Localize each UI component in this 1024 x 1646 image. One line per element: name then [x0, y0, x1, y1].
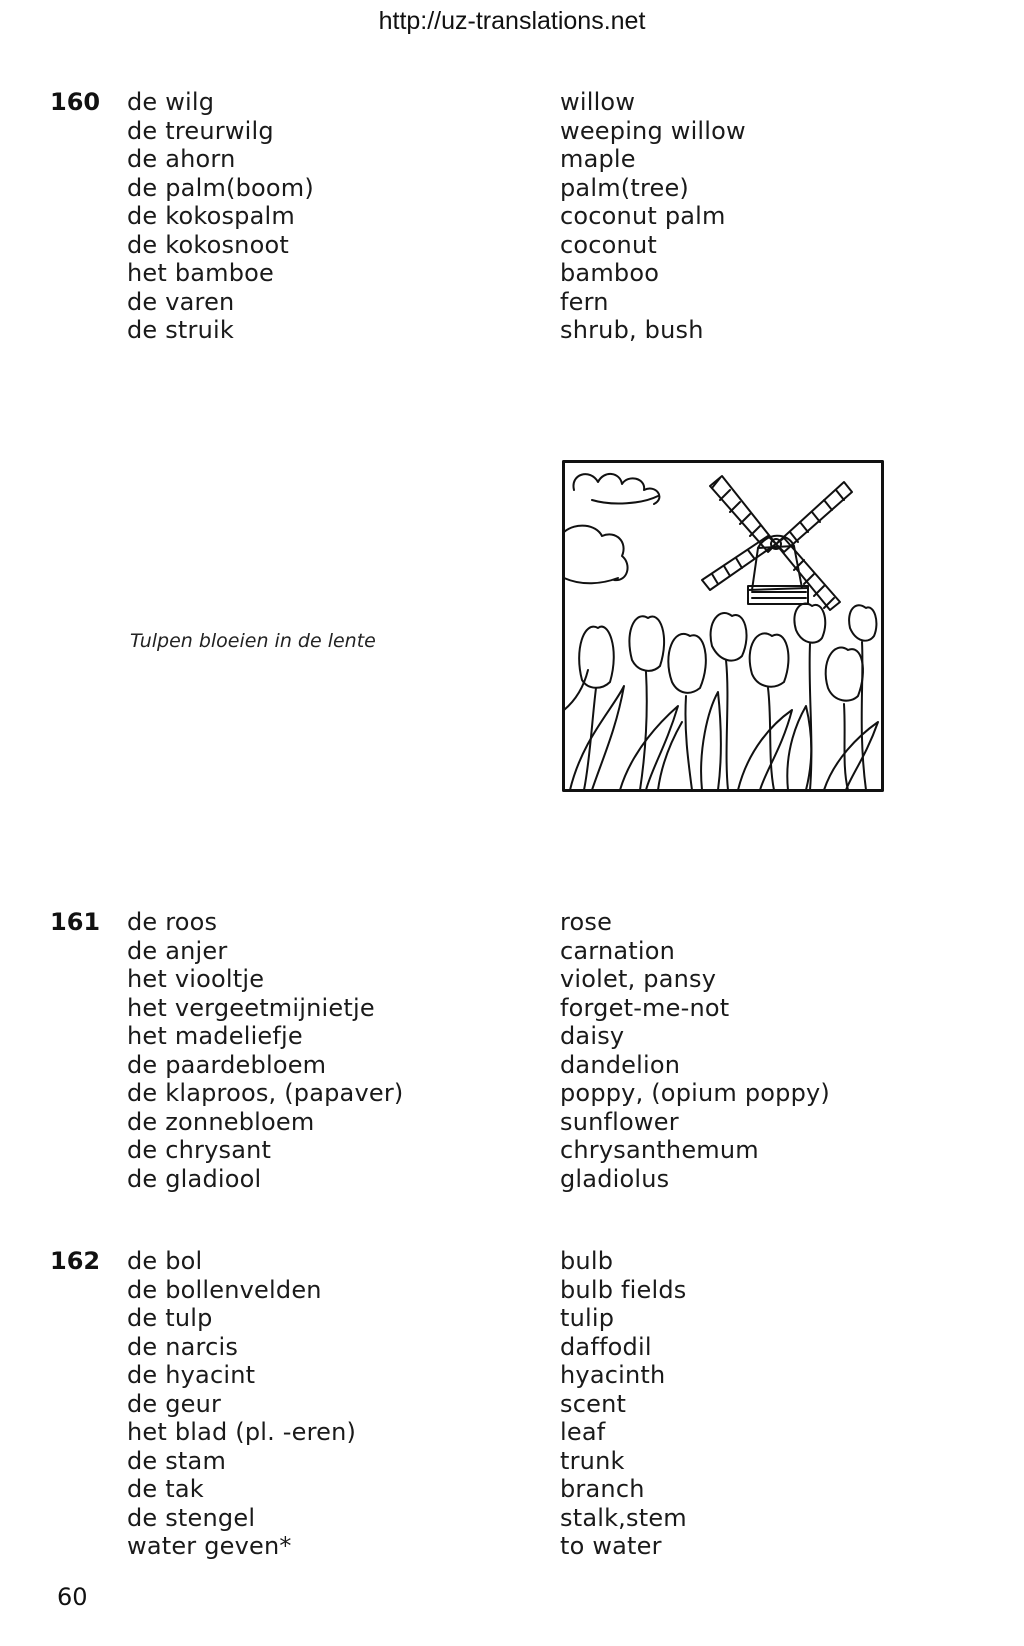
dutch-term: de gladiool	[127, 1164, 262, 1193]
dutch-term: de struik	[127, 316, 234, 344]
dutch-term: de narcis	[127, 1332, 239, 1361]
english-term: rose	[560, 908, 613, 936]
dutch-term: de bollenvelden	[127, 1275, 322, 1304]
english-term: willow	[560, 88, 636, 116]
dutch-term: de anjer	[127, 936, 228, 965]
dutch-term: het bamboe	[127, 259, 275, 287]
dutch-column	[127, 1247, 356, 1561]
dutch-term: het madeliefje	[127, 1022, 303, 1050]
dutch-term: het blad (pl. -eren)	[127, 1418, 357, 1446]
english-term: stalk,stem	[560, 1503, 687, 1532]
english-term: bulb fields	[560, 1275, 687, 1304]
dutch-term: de palm(boom)	[127, 173, 314, 202]
english-term: dandelion	[560, 1050, 681, 1079]
dutch-term: de hyacint	[127, 1361, 256, 1389]
english-term: trunk	[560, 1446, 625, 1475]
english-term: tulip	[560, 1304, 615, 1332]
dutch-column	[127, 88, 314, 345]
english-term: palm(tree)	[560, 173, 689, 202]
english-term: daisy	[560, 1022, 625, 1050]
english-term: poppy, (opium poppy)	[560, 1079, 830, 1107]
dutch-column	[127, 908, 403, 1193]
dutch-term: de tulp	[127, 1304, 213, 1332]
english-term: fern	[560, 287, 609, 316]
section-number: 162	[50, 1247, 101, 1275]
section-number: 160	[50, 88, 101, 116]
english-term: shrub, bush	[560, 316, 704, 344]
dutch-term: de wilg	[127, 88, 215, 116]
dutch-term: de klaproos, (papaver)	[127, 1079, 404, 1107]
page-number: 60	[57, 1583, 88, 1611]
dutch-term: de bol	[127, 1247, 203, 1275]
dutch-term: de kokosnoot	[127, 230, 289, 259]
english-term: scent	[560, 1389, 627, 1418]
source-url: http://uz-translations.net	[378, 7, 646, 35]
dutch-term: de stengel	[127, 1503, 256, 1532]
english-term: coconut palm	[560, 202, 726, 230]
english-term: coconut	[560, 230, 657, 259]
dutch-term: de roos	[127, 908, 218, 936]
english-term: forget-me-not	[560, 993, 730, 1022]
dutch-term: de stam	[127, 1446, 227, 1475]
english-term: maple	[560, 145, 636, 173]
english-term: carnation	[560, 936, 676, 965]
english-term: chrysanthemum	[560, 1136, 759, 1164]
illustration-caption: Tulpen bloeien in de lente	[130, 630, 376, 652]
english-term: bamboo	[560, 259, 660, 287]
dutch-term: de varen	[127, 287, 235, 316]
dutch-term: de kokospalm	[127, 202, 295, 230]
dutch-term: het vergeetmijnietje	[127, 993, 375, 1022]
dutch-term: de ahorn	[127, 145, 236, 173]
english-term: gladiolus	[560, 1164, 670, 1193]
english-term: daffodil	[560, 1332, 652, 1361]
dutch-term: water geven*	[127, 1532, 292, 1560]
section-number: 161	[50, 908, 101, 936]
dutch-term: de zonnebloem	[127, 1107, 315, 1136]
english-term: violet, pansy	[560, 965, 717, 993]
dutch-term: de tak	[127, 1475, 204, 1503]
dutch-term: de treurwilg	[127, 116, 274, 145]
english-term: bulb	[560, 1247, 614, 1275]
english-column	[560, 88, 746, 345]
windmill-tulips-illustration	[562, 460, 884, 792]
dutch-term: de geur	[127, 1389, 222, 1418]
dutch-term: de paardebloem	[127, 1050, 327, 1079]
english-term: to water	[560, 1532, 662, 1560]
english-column	[560, 908, 830, 1193]
english-term: hyacinth	[560, 1361, 666, 1389]
english-term: leaf	[560, 1418, 606, 1446]
english-column	[560, 1247, 687, 1561]
dutch-term: het viooltje	[127, 965, 265, 993]
english-term: sunflower	[560, 1107, 679, 1136]
english-term: branch	[560, 1475, 645, 1503]
english-term: weeping willow	[560, 116, 746, 145]
dutch-term: de chrysant	[127, 1136, 272, 1164]
